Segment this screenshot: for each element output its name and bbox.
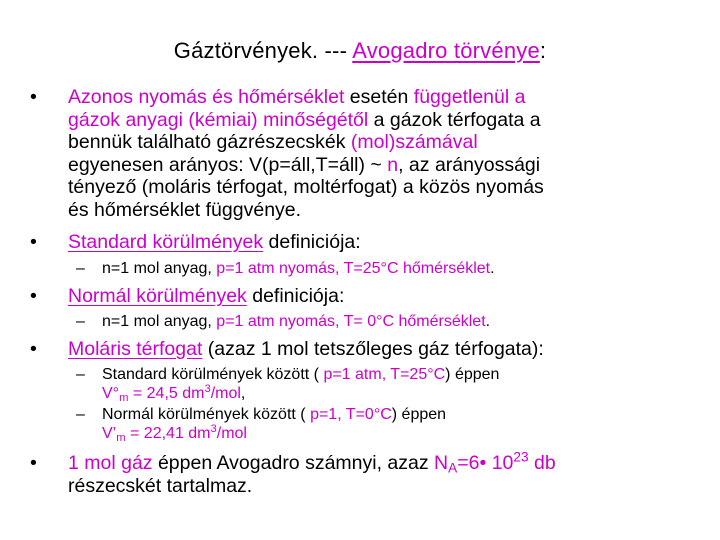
bullet-line: és hőmérséklet függvénye. <box>68 198 302 221</box>
molar-volume-normal: $V’_m = 22,41$ $dm^3$/mol <box>102 422 247 444</box>
bullet-marker: • <box>30 338 37 360</box>
bullet-line: Azonos nyomás és hőmérséklet esetén függetlenül a <box>68 86 526 108</box>
bullet-line: Standard körülmények definiciója: <box>68 231 361 253</box>
bullet-line: egyenesen arányos: V(p=áll,T=áll) ~ n, az arányossági <box>68 153 541 176</box>
bullet-line: 1 mol gáz éppen Avogadro számnyi, azaz $N_A=6•$ $10^{23}$ db <box>68 449 556 476</box>
title-prefix: Gáztörvények. --- <box>173 38 353 63</box>
dash-marker: – <box>76 313 85 330</box>
standard-conditions-link[interactable]: Standard körülmények <box>68 231 264 253</box>
sub-bullet-text: Standard körülmények között ( p=1 atm, T=25°C) éppen <box>102 366 500 383</box>
molar-volume-link[interactable]: Moláris térfogat <box>68 338 203 360</box>
bullet-line: bennük található gázrészecskék (mol)számával <box>68 131 478 153</box>
sub-bullet-text: n=1 mol anyag, p=1 atm nyomás, T=25°C hőmérséklet. <box>102 260 495 277</box>
title-suffix: : <box>539 38 547 63</box>
slide-title <box>0 38 720 64</box>
bullet-line: tényező (moláris térfogat, moltérfogat) a közös nyomás <box>68 176 544 198</box>
sub-bullet-text: Normál körülmények között ( p=1, T=0°C) éppen <box>102 406 447 423</box>
bullet-marker: • <box>30 86 37 108</box>
title-link[interactable]: Avogadro törvénye <box>352 38 540 63</box>
molar-volume-standard: $V^\circ_m = 24,5$ $dm^3$/mol, <box>102 382 246 404</box>
dash-marker: – <box>76 366 85 383</box>
sub-bullet-text: n=1 mol anyag, p=1 atm nyomás, T= 0°C hőmérséklet. <box>102 313 491 330</box>
bullet-marker: • <box>30 231 37 253</box>
normal-conditions-link[interactable]: Normál körülmények <box>68 285 247 307</box>
bullet-line: Moláris térfogat (azaz 1 mol tetszőleges gáz térfogata): <box>68 338 544 360</box>
dash-marker: – <box>76 406 85 423</box>
bullet-line: részecskét tartalmaz. <box>68 474 253 497</box>
bullet-marker: • <box>30 285 37 307</box>
dash-marker: – <box>76 260 85 277</box>
bullet-line: gázok anyagi (kémiai) minőségétől a gázok térfogata a <box>68 108 541 131</box>
bullet-marker: • <box>30 452 37 474</box>
bullet-line: Normál körülmények definiciója: <box>68 285 345 307</box>
